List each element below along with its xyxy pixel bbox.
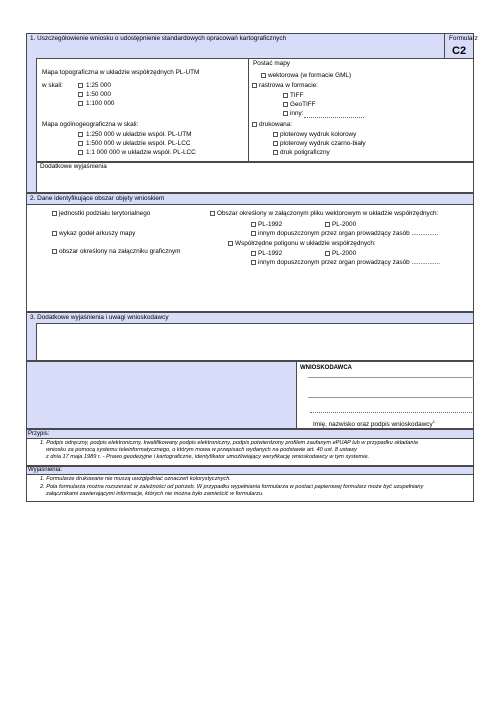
section-3-title: 3. Dodatkowe wyjaśnienia i uwagi wnioskodawcy <box>30 314 169 321</box>
footnote-line-1: 1. Podpis odręczny, podpis elektroniczny, kwalifikowany podpis elektroniczny, podpis potwierdzony profilem zaufanym ePUAP lub w przypadku składania <box>40 440 418 446</box>
applicant-line-1 <box>308 377 474 378</box>
topo-map-title: Mapa topograficzna w układzie współrzędnych PL-UTM <box>42 69 200 76</box>
applicant-sign-text: Imię, nazwisko oraz podpis wnioskodawcy <box>313 421 433 429</box>
raster-label: rastrowa w formacie: <box>259 82 318 89</box>
scale-1000000-label: 1:1 000 000 w układzie współ. PL-LCC <box>86 149 196 156</box>
graphic-attachment-checkbox[interactable] <box>52 249 57 254</box>
footnote-line-2: wniosku za pomocą systemu teleinformatycznego, o którym mowa w przepisach wydanych na podstawie art. 40 ust. 8 ustawy <box>46 447 357 453</box>
footnotes-header-line <box>26 438 474 439</box>
poly-print-checkbox[interactable] <box>273 150 278 155</box>
section-1-title: 1. Uszczegółowienie wniosku o udostępnienie standardowych opracowań kartograficznych <box>30 35 287 42</box>
footnotes-title: Przypis: <box>28 431 50 437</box>
vector-file-checkbox[interactable] <box>210 211 215 216</box>
explanations-header-line <box>26 474 474 475</box>
scale-250000-checkbox[interactable] <box>78 132 83 137</box>
other-system-checkbox[interactable] <box>251 231 256 236</box>
footnotes-header <box>27 430 473 438</box>
scale-50000-checkbox[interactable] <box>78 92 83 97</box>
explanations-title: Wyjaśnienia: <box>28 467 62 473</box>
form-label-divider <box>444 33 445 60</box>
applicant-sign-label <box>313 418 435 429</box>
explanation-line-1: 1. Formularze drukowane nie muszą uwzględniać oznaczeń kolorystycznych. <box>40 476 231 482</box>
applicant-signature-field[interactable] <box>310 412 472 413</box>
pl1992-checkbox[interactable] <box>251 222 256 227</box>
explanations-header <box>27 467 473 474</box>
explanation-line-2: 2. Pola formularza można rozszerzać w zależności od potrzeb. W przypadku wypełniania formularza w postaci papierowej formularz może być uzupełniany <box>40 484 424 490</box>
explanation-line-3: załącznikami zawierającymi informacje, których nie można było zamieścić w formularzu. <box>46 491 264 497</box>
scale-100000-checkbox[interactable] <box>78 101 83 106</box>
other-system-b-label: innym dopuszczonym przez organ prowadzący zasób ................ <box>258 259 440 266</box>
vector-file-label: Obszar określony w załączonym pliku wektorowym w układzie współrzędnych: <box>217 210 439 217</box>
poly-print-label: druk poligraficzny <box>280 149 330 156</box>
polygon-checkbox[interactable] <box>228 241 233 246</box>
extra-notes-label: Dodatkowe wyjaśnienia <box>40 163 107 170</box>
territorial-units-checkbox[interactable] <box>52 211 57 216</box>
vector-checkbox[interactable] <box>261 73 266 78</box>
pl2000-label: PL-2000 <box>332 221 357 228</box>
scale-100000-label: 1:100 000 <box>86 100 115 107</box>
other-format-checkbox[interactable] <box>283 111 288 116</box>
section-2-header-line <box>26 204 474 205</box>
footnote-line-3: z dnia 17 maja 1989 r. - Prawo geodezyjne i kartograficzne, identyfikator umożliwiający weryfikację wnioskodawcy w tym systemie. <box>46 454 370 460</box>
scale-1000000-checkbox[interactable] <box>78 150 83 155</box>
geotiff-label: GeoTIFF <box>290 101 316 108</box>
vector-label: wektorowa (w formacie GML) <box>268 72 352 79</box>
scale-25000-label: 1:25 000 <box>86 82 111 89</box>
other-system-label: innym dopuszczonym przez organ prowadzący zasób ............... <box>258 230 439 237</box>
pl2000-b-label: PL-2000 <box>332 250 357 257</box>
form-code: C2 <box>452 45 467 57</box>
scale-50000-label: 1:50 000 <box>86 91 111 98</box>
map-selection-divider <box>248 58 249 162</box>
polygon-label: Współrzędne poligonu w układzie współrzędnych: <box>235 240 376 247</box>
graphic-attachment-label: obszar określony na załączniku graficznym <box>59 248 181 255</box>
map-form-title: Postać mapy <box>253 60 290 67</box>
section-2-title: 2. Dane identyfikujące obszar objęty wnioskiem <box>30 195 165 202</box>
scale-25000-checkbox[interactable] <box>78 83 83 88</box>
pl1992-b-label: PL-1992 <box>258 250 283 257</box>
scale-250000-label: 1:250 000 w układzie współ. PL-UTM <box>86 131 192 138</box>
sheet-list-checkbox[interactable] <box>52 231 57 236</box>
color-plot-checkbox[interactable] <box>273 132 278 137</box>
territorial-units-label: jednostki podziału terytorialnego <box>59 210 151 217</box>
applicant-title: WNIOSKODAWCA <box>300 365 352 371</box>
pl1992-label: PL-1992 <box>258 221 283 228</box>
pl1992-b-checkbox[interactable] <box>251 251 256 256</box>
bw-plot-checkbox[interactable] <box>273 141 278 146</box>
scale-label: w skali: <box>42 82 63 89</box>
applicant-line-2 <box>308 397 474 398</box>
bw-plot-label: ploterowy wydruk czarno-biały <box>280 140 366 147</box>
color-plot-label: ploterowy wydruk kolorowy <box>280 131 357 138</box>
general-map-title: Mapa ogólnogeograficzna w skali: <box>42 121 139 128</box>
print-checkbox[interactable] <box>252 122 257 127</box>
tiff-label: TIFF <box>290 92 304 99</box>
other-system-b-checkbox[interactable] <box>251 260 256 265</box>
sheet-list-label: wykaz godeł arkuszy mapy <box>59 230 136 237</box>
scale-500000-label: 1:500 000 w układzie współ. PL-LCC <box>86 140 191 147</box>
tiff-checkbox[interactable] <box>283 93 288 98</box>
scale-500000-checkbox[interactable] <box>78 141 83 146</box>
form-label: Formularz <box>449 35 478 42</box>
print-label: drukowana: <box>259 121 293 128</box>
pl2000-b-checkbox[interactable] <box>325 251 330 256</box>
other-format-label: inny: <box>290 110 304 117</box>
geotiff-checkbox[interactable] <box>283 102 288 107</box>
section-3-notes-field[interactable] <box>36 323 474 361</box>
applicant-sign-footnote: 1 <box>432 419 435 424</box>
raster-checkbox[interactable] <box>252 83 257 88</box>
pl2000-checkbox[interactable] <box>325 222 330 227</box>
other-format-input[interactable] <box>304 117 364 118</box>
